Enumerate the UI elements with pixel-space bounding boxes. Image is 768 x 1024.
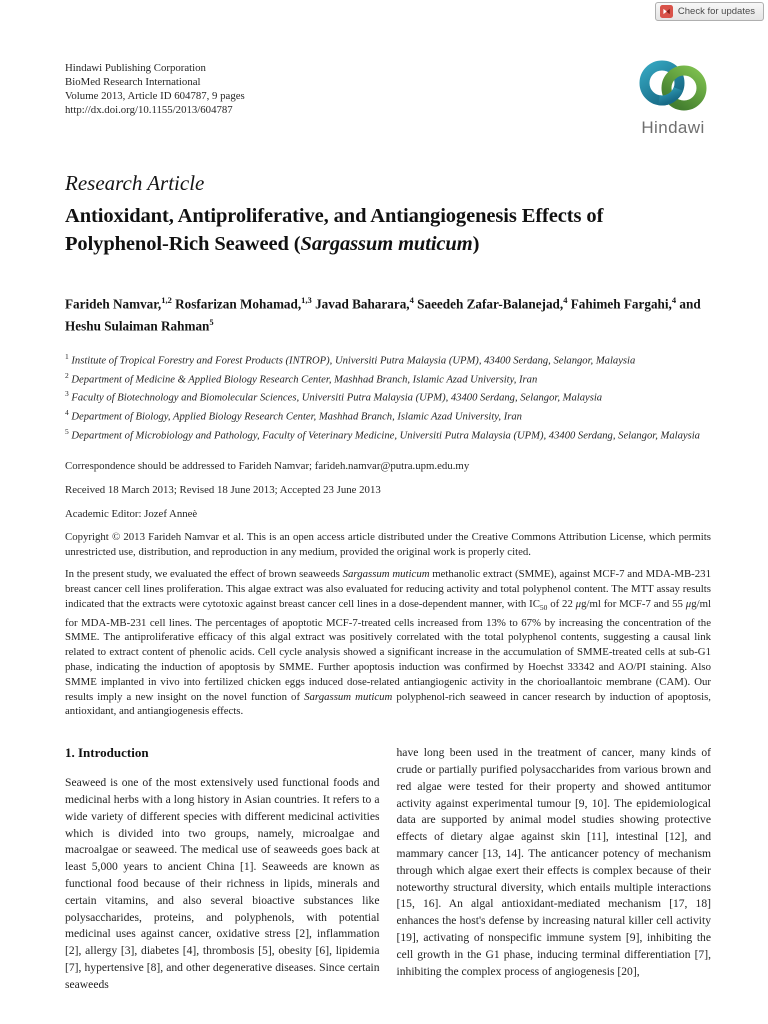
affiliation-line: $^2$ Department of Medicine & Applied Biology Research Center, Mashhad Branch, Islamic Azad University, Iran: [65, 370, 538, 386]
article-title: Antioxidant, Antiproliferative, and Antiangiogenesis Effects of Polyphenol-Rich Seaweed (Sargassum muticum): [65, 205, 604, 255]
introduction-paragraph-right: have long been used in the treatment of cancer, many kinds of crude or partially purified polysaccharides from various brown and red algae were tested for their property and showed antitumor activity against experimental tumour [9, 10]. The epidemiological data are supported by animal model studies showing protective effects of dietary algae against skin [11], intestinal [12], and mammary cancer [13, 14]. The anticancer potency of mechanism through which algae exert their effects is complex because of their noteworthy structural diversity, which entails multiple interactions [15, 16]. An algal antioxidant-mediated mechanism [17, 18] enhances the host's defense by increasing natural killer cell activity [19], activating of nonspecific immune system [9], inhibiting the cell growth in the G1 phase, inducing terminal differentiation [7], inhibiting the complex process of angiogenesis [20],: [396, 746, 711, 978]
correspondence-line: [65, 459, 711, 473]
author-name: Javad Baharara,: [315, 296, 410, 312]
check-for-updates-label: Check for updates: [677, 6, 755, 17]
history-line: Received 18 March 2013; Revised 18 June 2013; Accepted 23 June 2013: [65, 483, 381, 496]
correspondence-email[interactable]: farideh.namvar@putra.upm.edu.my: [314, 459, 470, 472]
affiliation-line: $^1$ Institute of Tropical Forestry and Forest Products (INTROP), Universiti Putra Malaysia (UPM), 43400 Serdang, Selangor, Malaysia: [65, 351, 636, 367]
author-name: Rosfarizan Mohamad,: [175, 296, 302, 312]
author-name: and Heshu Sulaiman Rahman: [65, 296, 701, 334]
author-affiliation-marker: 4: [671, 295, 677, 305]
affiliation-line: $^3$ Faculty of Biotechnology and Biomolecular Sciences, Universiti Putra Malaysia (UPM), 43400 Serdang, Selangor, Malaysia: [65, 389, 603, 404]
body-columns: [65, 745, 711, 993]
author-name: Farideh Namvar,: [65, 296, 162, 312]
masthead: [65, 61, 711, 117]
academic-editor-line: Academic Editor: Jozef Anneè: [65, 507, 198, 520]
abstract-paragraph: In the present study, we evaluated the effect of brown seaweeds Sargassum muticum methanolic extract (SMME), against MCF-7 and MDA-MB-231 breast cancer cell lines proliferation. This algae extract was also evaluated for reducing activity and total polyphenol content. The MTT assay results indicated that the extracts were cytotoxic against breast cancer cell lines in a dose-dependent manner, with $IC_{50}$ of 22 μg/ml for MCF-7 and 55 μg/ml for MDA-MB-231 cell lines. The percentages of apoptotic MCF-7-treated cells increased from 13% to 67% by increasing the concentration of the SMME. The antiproliferative efficacy of this algal extract was positively correlated with the total polyphenol contents, suggesting a causal link related to extract content of phenolic acids. Cell cycle analysis showed a significant increase in the accumulation of SMME-treated cells at sub-G1 phase, indicating the induction of apoptosis by SMME. Further apoptosis induction was confirmed by Hoechst 33342 and AO/PI staining. Also SMME implanted in vivo into fertilized chicken eggs induced dose-related antiangiogenic activity in the chorioallantoic membrane (CAM). Our results imply a new insight on the novel function of Sargassum muticum polyphenol-rich seaweed in cancer research by induction of apoptosis, antioxidant, and antiangiogenesis effects.: [65, 568, 711, 718]
author-affiliation-marker: 4: [409, 295, 414, 305]
author-name: Saeedeh Zafar-Balanejad,: [417, 296, 564, 312]
correspondence-text: Correspondence should be addressed to Farideh Namvar;: [65, 459, 315, 472]
doi-link[interactable]: http://dx.doi.org/10.1155/2013/604787: [65, 104, 233, 116]
introduction-paragraph-left: Seaweed is one of the most extensively used functional foods and medicinal herbs with a long history in Asian countries. It refers to a wide variety of different species with different medicinal activities which is divided into two groups, namely, microalgae and macroalgae or seaweed. The medical use of seaweeds goes back at least 5,000 years to ancient China [1]. Seaweeds are known as functional food because of their richness in lipids, minerals and certain vitamins, and also several bioactive substances like polysaccharides, proteins, and polyphenols, with potential medicinal uses against cancer, oxidative stress [2], inflammation [2], allergy [3], diabetes [4], thrombosis [5], obesity [6], lipidemia [7], hypertensive [8], and other degenerative diseases. Since certain seaweeds: [65, 776, 380, 991]
affiliation-line: $^4$ Department of Biology, Applied Biology Research Center, Mashhad Branch, Islamic Azad University, Iran: [65, 408, 522, 423]
authors-line: [65, 291, 711, 336]
publisher-line: Hindawi Publishing Corporation: [65, 62, 206, 74]
author-affiliation-marker: 1,2: [161, 295, 172, 305]
author-affiliation-marker: 4: [563, 295, 568, 305]
volume-line: Volume 2013, Article ID 604787, 9 pages: [65, 90, 245, 102]
hindawi-wordmark: Hindawi: [641, 118, 705, 137]
author-affiliation-marker: 1,3: [301, 295, 312, 305]
introduction-heading: 1. Introduction: [65, 745, 149, 761]
author-affiliation-marker: 5: [209, 317, 214, 328]
article-kind-label: Research Article: [65, 171, 205, 195]
left-column: [65, 745, 380, 993]
right-column: [397, 745, 712, 993]
author-name: Fahimeh Fargahi,: [570, 296, 672, 312]
copyright-paragraph: Copyright © 2013 Farideh Namvar et al. This is an open access article distributed under the Creative Commons Attribution License, which permits unrestricted use, distribution, and reproduction in any medium, provided the original work is properly cited.: [65, 530, 711, 558]
journal-line: BioMed Research International: [65, 76, 201, 88]
affiliation-line: $^5$ Department of Microbiology and Pathology, Faculty of Veterinary Medicine, Universiti Putra Malaysia (UPM), 43400 Serdang, Selangor, Malaysia: [65, 427, 700, 442]
affiliations-block: [65, 350, 711, 444]
